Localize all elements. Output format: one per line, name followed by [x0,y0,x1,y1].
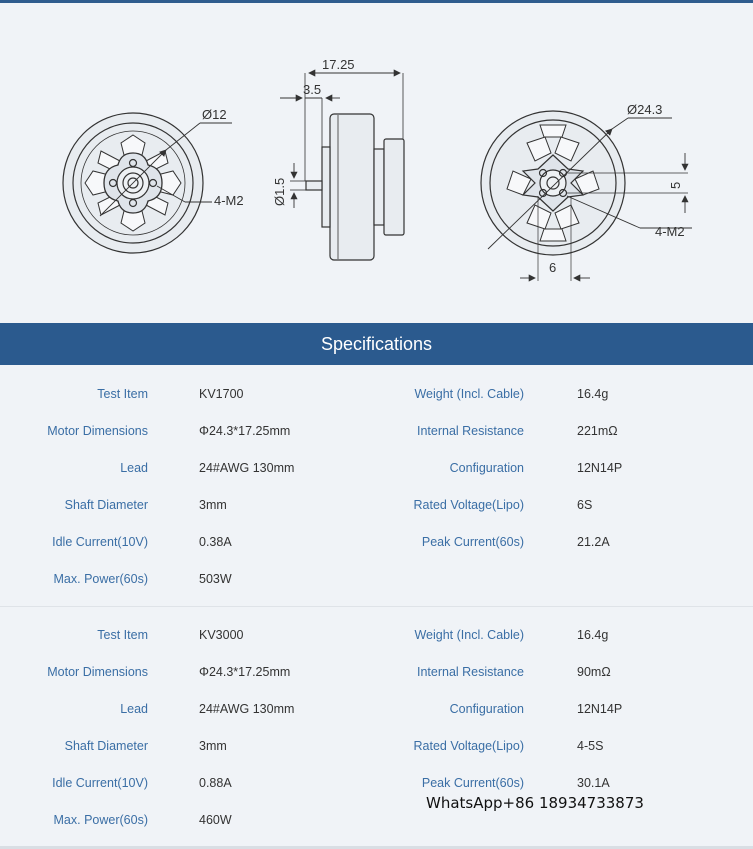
spec-label: Lead [120,461,148,475]
spec-value: KV1700 [199,387,244,401]
spec-value: 460W [199,813,232,827]
table-row [0,654,753,691]
table-row [0,487,753,524]
rear-view [481,111,692,281]
spec-label: Weight (Incl. Cable) [414,387,524,401]
spec-value: Φ24.3*17.25mm [199,424,291,438]
spec-label: Idle Current(10V) [52,776,148,790]
front-holes-label: 4-M2 [214,193,244,208]
spec-value: 3mm [199,498,227,512]
table-row [0,413,753,450]
table-row [0,524,753,561]
rear-holes-label: 4-M2 [655,224,685,239]
spec-value: 90mΩ [577,665,611,679]
rear-spacing-vertical-label: 5 [668,181,683,189]
spec-label: Max. Power(60s) [53,813,148,827]
spec-value: 24#AWG 130mm [199,702,295,716]
side-length-label: 17.25 [322,57,355,72]
spec-label: Max. Power(60s) [53,572,148,586]
rear-diameter-label: Ø24.3 [627,102,663,117]
spec-value: 4-5S [577,739,604,753]
spec-value: 0.38A [199,535,232,549]
table-row [0,376,753,413]
spec-value: 221mΩ [577,424,618,438]
spec-value: 503W [199,572,232,586]
spec-value: Φ24.3*17.25mm [199,665,291,679]
spec-value: 21.2A [577,535,610,549]
spec-label: Rated Voltage(Lipo) [413,739,524,753]
spec-value: 16.4g [577,387,609,401]
front-view [63,113,232,253]
side-shaft-diameter-label: Ø1.5 [272,177,287,206]
spec-label: Test Item [97,628,148,642]
spec-label: Rated Voltage(Lipo) [413,498,524,512]
spec-label: Shaft Diameter [64,498,148,512]
spec-value: 30.1A [577,776,610,790]
spec-label: Weight (Incl. Cable) [414,628,524,642]
spec-label: Lead [120,702,148,716]
side-view [280,73,404,260]
table-row [0,691,753,728]
spec-label: Configuration [449,461,524,475]
front-diameter-label: Ø12 [202,107,227,122]
table-row [0,561,753,598]
spec-label: Test Item [97,387,148,401]
table-row [0,450,753,487]
table-row [0,728,753,765]
rear-spacing-horizontal-label: 6 [549,260,557,275]
table-row [0,617,753,654]
banner-title: Specifications [320,333,433,354]
spec-label: Shaft Diameter [64,739,148,753]
spec-label: Idle Current(10V) [52,535,148,549]
spec-value: 3mm [199,739,227,753]
spec-value: 6S [577,498,593,512]
specifications-banner [0,323,753,365]
drawings-svg [0,3,753,323]
spec-label: Peak Current(60s) [421,776,524,790]
spec-value: 16.4g [577,628,609,642]
technical-drawings [0,3,753,323]
spec-value: KV3000 [199,628,244,642]
spec-label: Configuration [449,702,524,716]
whatsapp-watermark: WhatsApp+86 18934733873 [426,794,644,812]
spec-value: 12N14P [577,702,623,716]
table-divider [0,606,753,607]
side-shaft-length-label: 3.5 [303,82,322,97]
spec-value: 12N14P [577,461,623,475]
spec-label: Internal Resistance [416,424,524,438]
spec-label: Motor Dimensions [47,424,148,438]
spec-value: 0.88A [199,776,232,790]
spec-label: Peak Current(60s) [421,535,524,549]
spec-label: Internal Resistance [416,665,524,679]
spec-value: 24#AWG 130mm [199,461,295,475]
spec-label: Motor Dimensions [47,665,148,679]
